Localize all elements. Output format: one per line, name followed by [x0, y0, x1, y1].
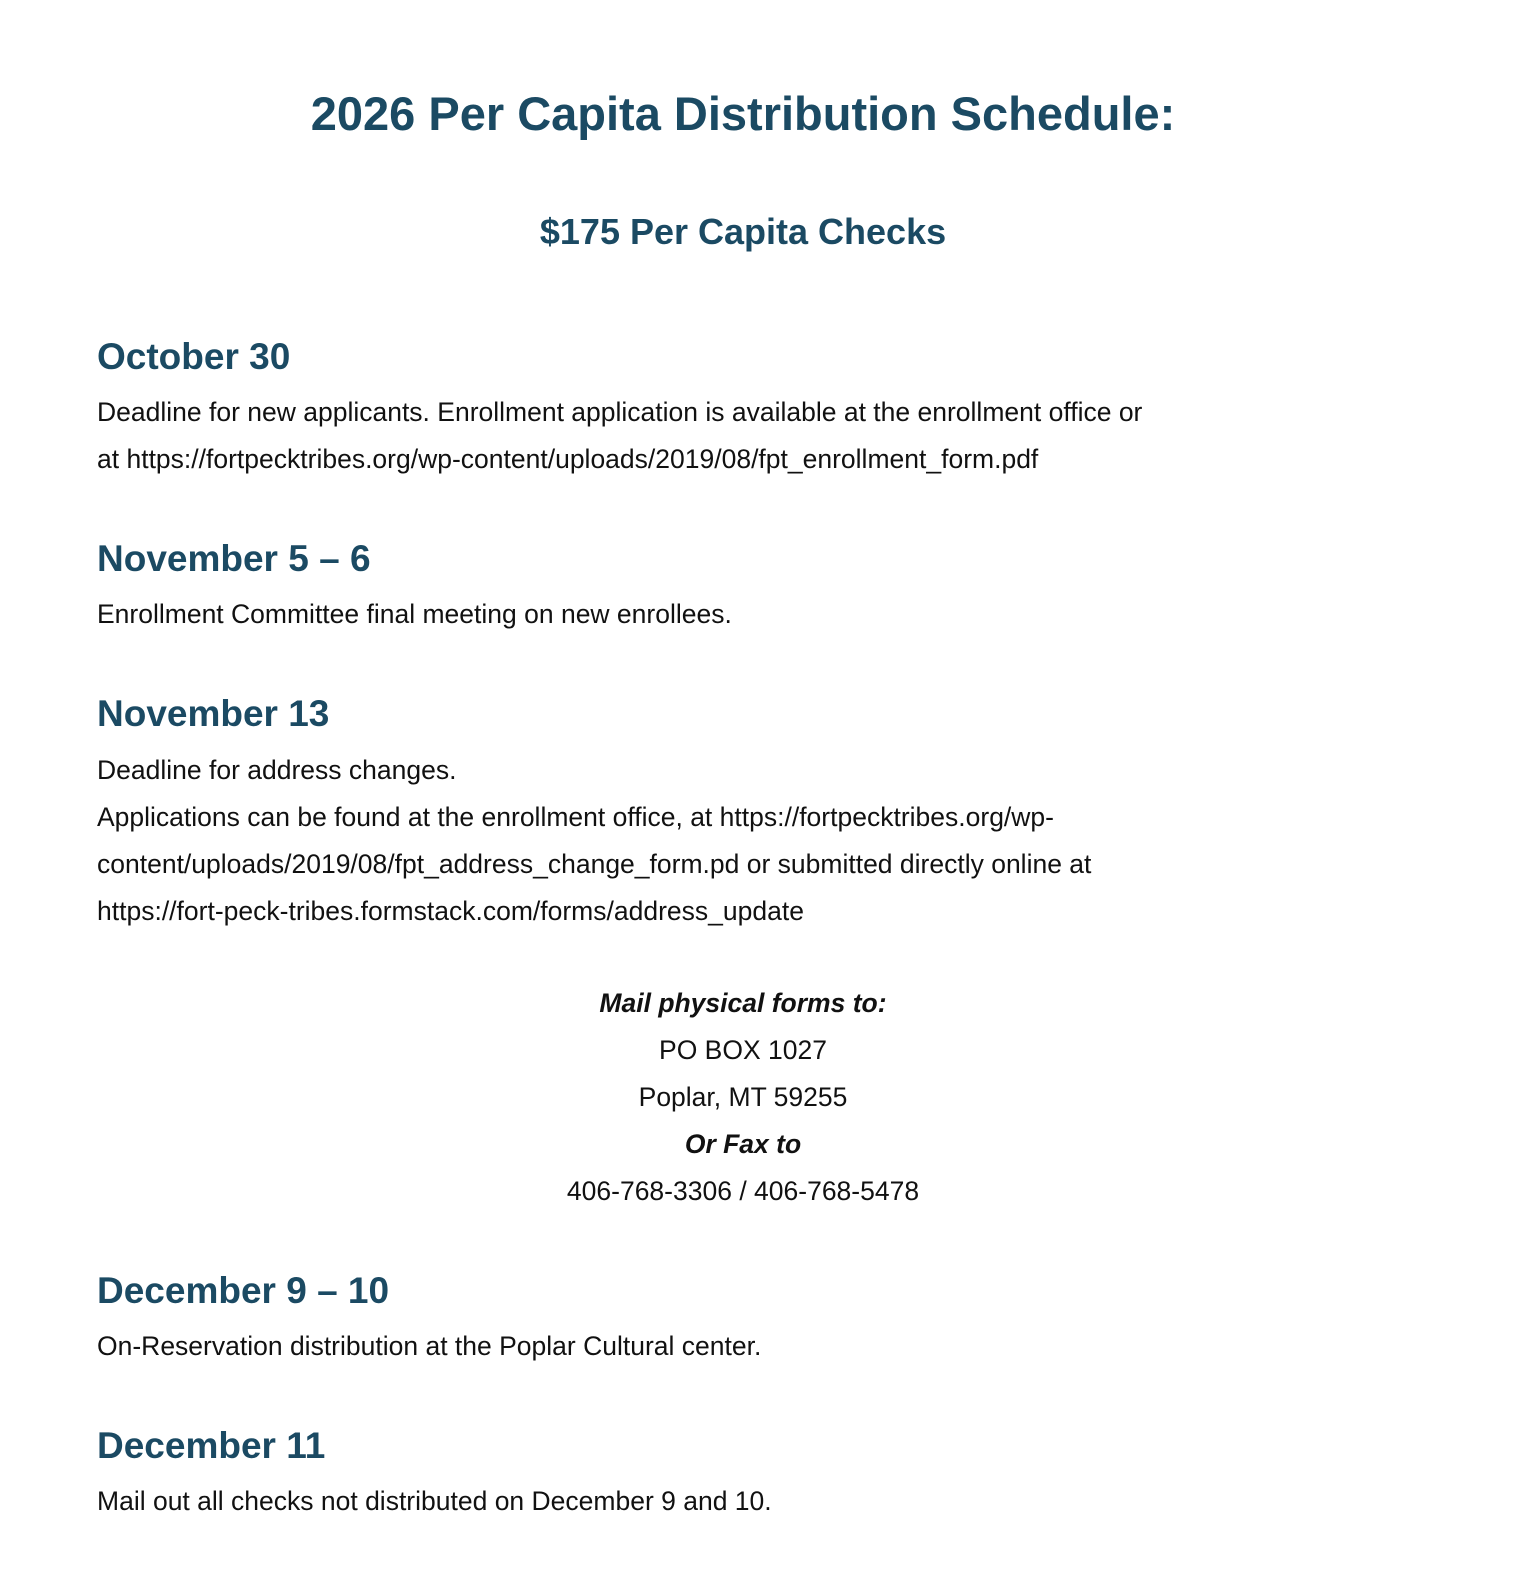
- mail-address-line-2: Poplar, MT 59255: [638, 1082, 848, 1112]
- body-line: On-Reservation distribution at the Poplar Cultural center.: [97, 1331, 762, 1361]
- section-heading-october-30: October 30: [97, 336, 291, 377]
- section-body-december-11: [97, 1478, 772, 1525]
- section-heading-december-11: December 11: [97, 1425, 326, 1466]
- section-body-december-9-10: [97, 1323, 761, 1370]
- section-body-november-5-6: [97, 591, 732, 638]
- section-heading-december-9-10: December 9 – 10: [97, 1270, 390, 1311]
- mail-forms-block: [0, 980, 1486, 1215]
- fax-label: Or Fax to: [684, 1129, 802, 1159]
- mail-forms-label: Mail physical forms to:: [599, 988, 887, 1018]
- fax-numbers: 406-768-3306 / 406-768-5478: [566, 1176, 920, 1206]
- body-line: Applications can be found at the enrollment office, at https://fortpecktribes.org/wp-: [97, 802, 1054, 832]
- mail-address-line-1: PO BOX 1027: [659, 1035, 827, 1065]
- body-line: Deadline for address changes.: [97, 755, 457, 785]
- body-line: content/uploads/2019/08/fpt_address_change_form.pd or submitted directly online at: [97, 849, 1092, 879]
- section-body-october-30: [97, 389, 1142, 483]
- page-title: 2026 Per Capita Distribution Schedule:: [310, 87, 1176, 140]
- section-heading-november-5-6: November 5 – 6: [97, 538, 371, 579]
- section-heading-november-13: November 13: [97, 693, 330, 734]
- body-line-enrollment-link: at https://fortpecktribes.org/wp-content/uploads/2019/08/fpt_enrollment_form.pdf: [97, 444, 1039, 474]
- page-subtitle: $175 Per Capita Checks: [539, 211, 947, 252]
- body-line: Deadline for new applicants. Enrollment application is available at the enrollment office or: [97, 397, 1143, 427]
- body-line: Mail out all checks not distributed on December 9 and 10.: [97, 1486, 772, 1516]
- body-line-address-update-link: https://fort-peck-tribes.formstack.com/forms/address_update: [97, 896, 804, 926]
- section-body-november-13: [97, 747, 1091, 935]
- body-line: Enrollment Committee final meeting on new enrollees.: [97, 599, 732, 629]
